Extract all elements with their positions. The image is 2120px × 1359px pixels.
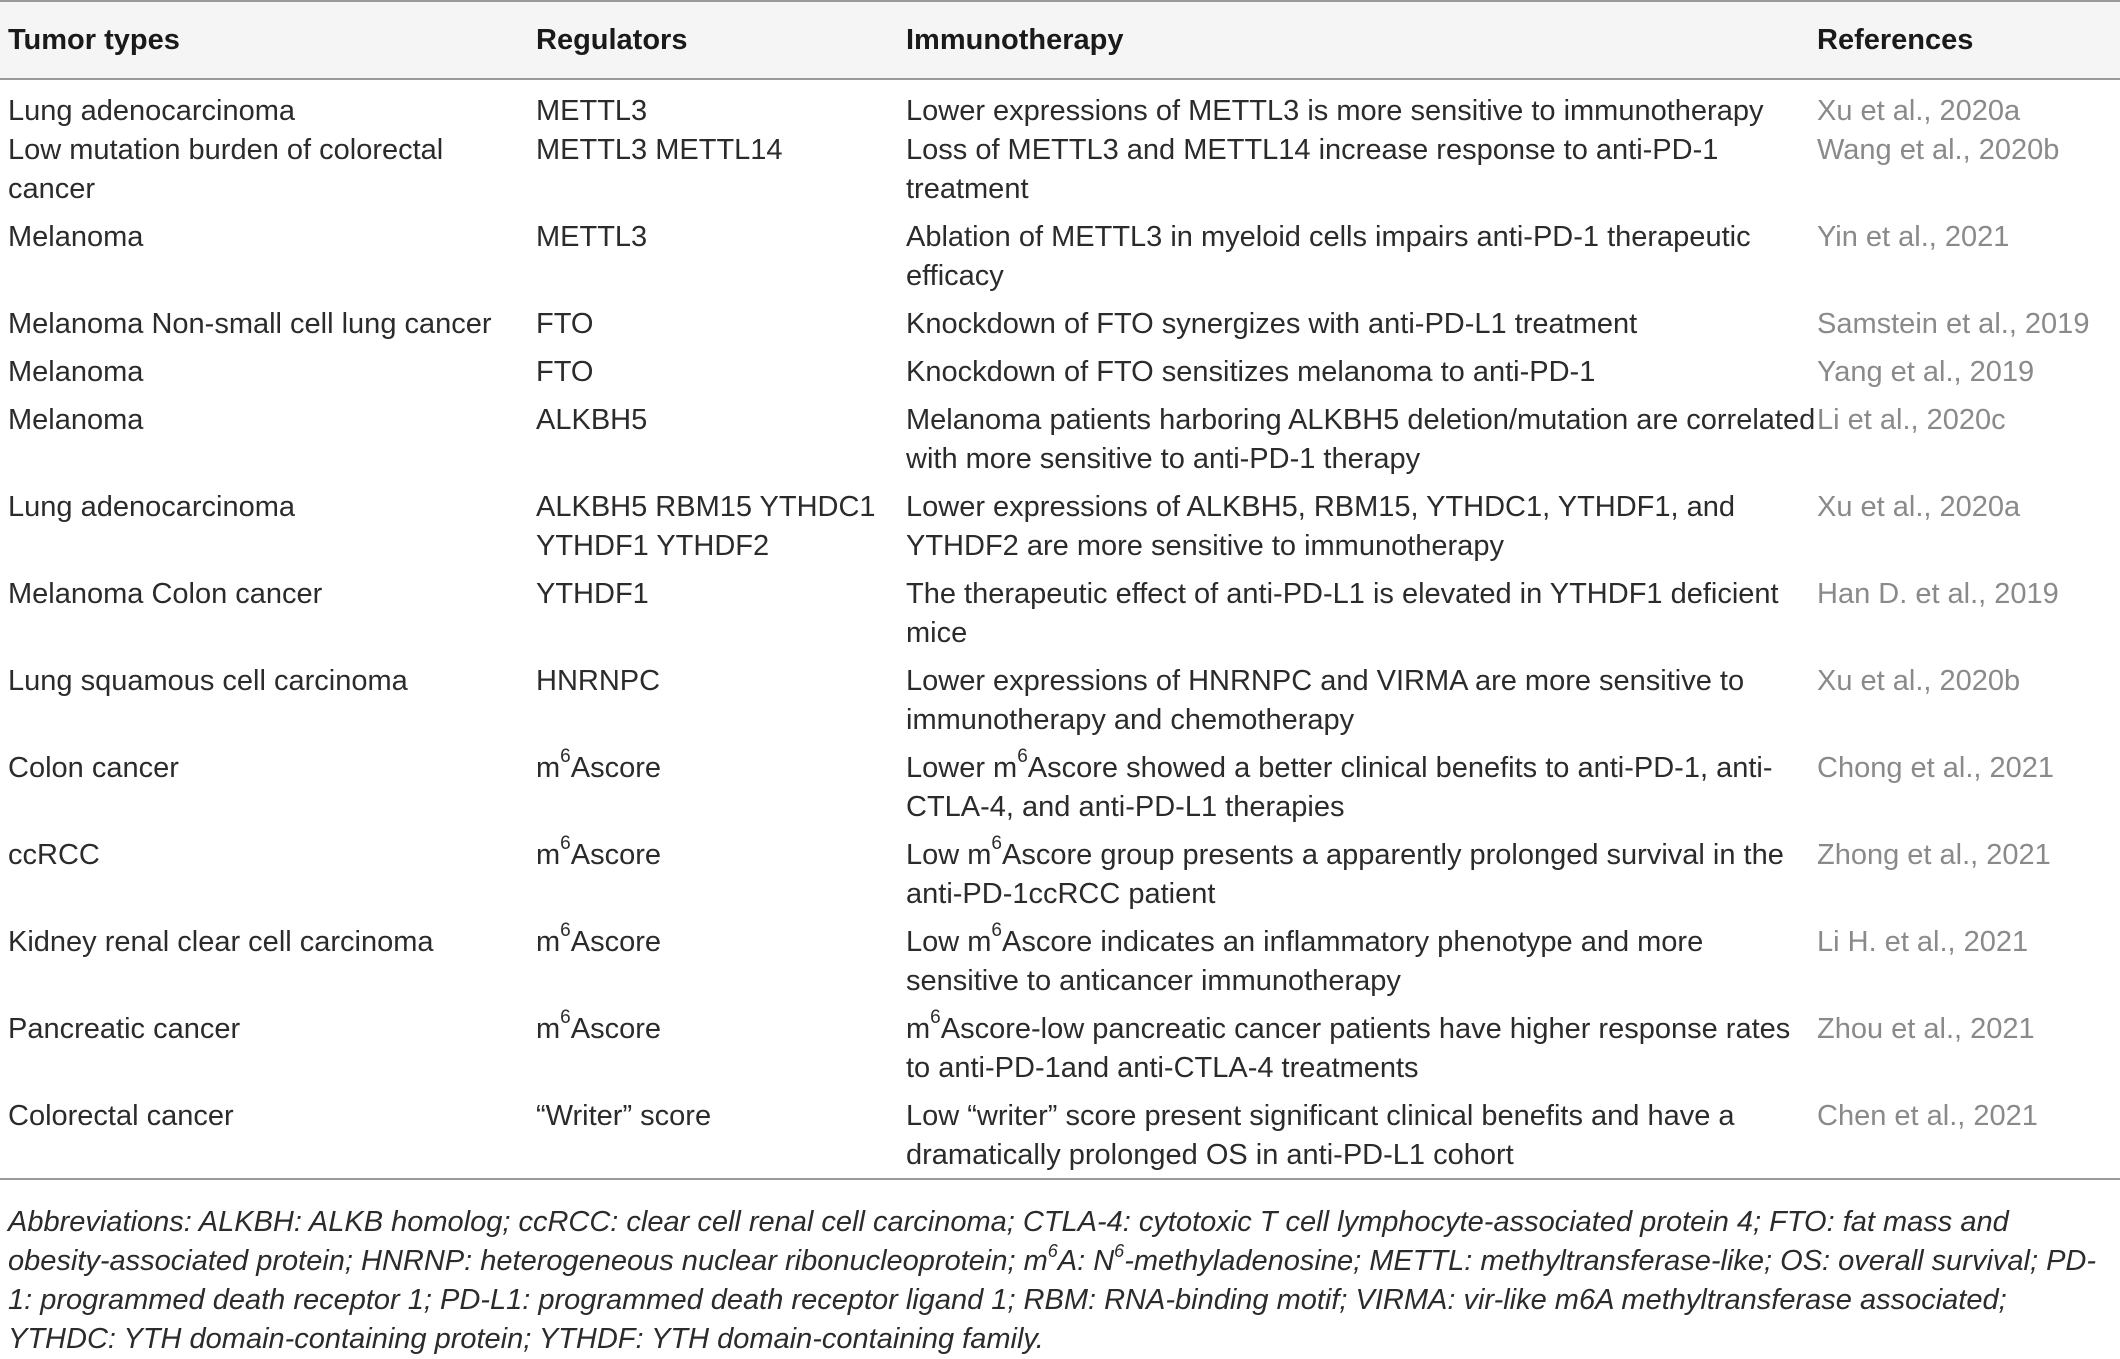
regulators-cell: ALKBH5 RBM15 YTHDC1 YTHDF1 YTHDF2: [536, 491, 876, 562]
tumor-cell: Low mutation burden of colorectal cancer: [8, 134, 444, 205]
table-row: [0, 218, 2120, 305]
reference-link[interactable]: Xu et al., 2020a: [1817, 491, 2021, 523]
header-immunotherapy: Immunotherapy: [898, 1, 1817, 79]
regulators-suffix: Ascore: [570, 1013, 662, 1045]
reference-link[interactable]: Han D. et al., 2019: [1817, 578, 2059, 610]
table-row: [0, 836, 2120, 923]
regulators-cell: FTO: [536, 356, 594, 388]
reference-link[interactable]: Chen et al., 2021: [1817, 1097, 2120, 1179]
regulators-prefix: m: [536, 926, 561, 958]
table-row: [0, 488, 2120, 575]
reference-link[interactable]: Samstein et al., 2019: [1817, 308, 2090, 340]
superscript: 6: [560, 1007, 571, 1029]
immunotherapy-prefix: m: [906, 1013, 931, 1045]
table-row: [0, 305, 2120, 353]
regulators-cell: ALKBH5: [536, 404, 648, 436]
immunotherapy-cell: The therapeutic effect of anti-PD-L1 is elevated in YTHDF1 deficient mice: [906, 578, 1779, 649]
abbreviations-footnote: [8, 1203, 2116, 1359]
immunotherapy-cell: Knockdown of FTO synergizes with anti-PD-L1 treatment: [906, 308, 1638, 340]
immunotherapy-suffix: Ascore showed a better clinical benefits to anti-PD-1, anti-CTLA-4, and anti-PD-L1 therapies: [906, 752, 1773, 823]
immunotherapy-cell: Lower expressions of HNRNPC and VIRMA are more sensitive to immunotherapy and chemotherapy: [906, 665, 1745, 736]
reference-link[interactable]: Li et al., 2020c: [1817, 404, 2006, 436]
superscript: 6: [560, 920, 571, 942]
regulators-prefix: m: [536, 1013, 561, 1045]
superscript: 6: [991, 920, 1002, 942]
reference-link[interactable]: Yin et al., 2021: [1817, 221, 2010, 253]
regulators-cell: METTL3: [536, 221, 648, 253]
immunotherapy-prefix: Low m: [906, 926, 992, 958]
tumor-cell: Melanoma: [8, 221, 144, 253]
header-references: References: [1817, 1, 2120, 79]
tumor-cell: ccRCC: [8, 839, 100, 871]
immunotherapy-suffix: Ascore group presents a apparently prolonged survival in the anti-PD-1ccRCC patient: [906, 839, 1784, 910]
regulators-cell: [528, 746, 898, 836]
superscript: 6: [930, 1007, 941, 1029]
header-tumor-types: Tumor types: [0, 1, 528, 79]
table-row: [0, 1010, 2120, 1097]
footnote-text: -methyladenosine; METTL: methyltransferase-like; OS: overall survival; PD-1: programmed death receptor 1; PD-L1: programmed death receptor ligand 1; RBM: RNA-binding motif; VIRMA: vir-like m6A methyltransferase associated; YTHDC: YTH domain-containing protein; YTHDF: YTH domain-containing family.: [8, 1245, 2097, 1355]
header-regulators: Regulators: [528, 1, 898, 79]
reference-link[interactable]: Chong et al., 2021: [1817, 752, 2055, 784]
immunotherapy-cell: [898, 1007, 1817, 1097]
table-row: [0, 749, 2120, 836]
immunotherapy-cell: Ablation of METTL3 in myeloid cells impairs anti-PD-1 therapeutic efficacy: [906, 221, 1751, 292]
regulators-prefix: m: [536, 752, 561, 784]
regulators-cell: [528, 833, 898, 923]
immunotherapy-cell: [898, 746, 1817, 836]
immunotherapy-suffix: Ascore-low pancreatic cancer patients have higher response rates to anti-PD-1and anti-CTLA-4 treatments: [906, 1013, 1791, 1084]
immunotherapy-prefix: Low m: [906, 839, 992, 871]
table-row: [0, 575, 2120, 662]
reference-link[interactable]: Zhou et al., 2021: [1817, 1013, 2035, 1045]
regulators-cell: [528, 920, 898, 1010]
table-row: [0, 353, 2120, 401]
superscript: 6: [560, 746, 571, 768]
reference-link[interactable]: Xu et al., 2020b: [1817, 665, 2021, 697]
table-row: [0, 131, 2120, 218]
immunotherapy-cell: Knockdown of FTO sensitizes melanoma to anti-PD-1: [906, 356, 1596, 388]
table-header-row: [0, 1, 2120, 79]
superscript: 6: [1047, 1241, 1058, 1262]
immunotherapy-prefix: Lower m: [906, 752, 1018, 784]
table-row: [0, 923, 2120, 1010]
tumor-cell: Colon cancer: [8, 752, 179, 784]
tumor-cell: Kidney renal clear cell carcinoma: [8, 926, 434, 958]
regulators-cell: “Writer” score: [528, 1097, 898, 1179]
footnote-text: A: N: [1057, 1245, 1115, 1277]
tumor-cell: Melanoma: [8, 404, 144, 436]
reference-link[interactable]: Wang et al., 2020b: [1817, 134, 2060, 166]
table-row: [0, 79, 2120, 131]
table-row: [0, 662, 2120, 749]
tumor-cell: Lung squamous cell carcinoma: [8, 665, 408, 697]
immunotherapy-cell: Lower expressions of ALKBH5, RBM15, YTHDC1, YTHDF1, and YTHDF2 are more sensitive to immunotherapy: [906, 491, 1736, 562]
reference-link[interactable]: Zhong et al., 2021: [1817, 839, 2051, 871]
superscript: 6: [1017, 746, 1028, 768]
regulators-suffix: Ascore: [570, 839, 662, 871]
regulators-cell: METTL3: [536, 95, 648, 127]
regulators-suffix: Ascore: [570, 752, 662, 784]
reference-link[interactable]: Li H. et al., 2021: [1817, 926, 2029, 958]
reference-link[interactable]: Yang et al., 2019: [1817, 356, 2035, 388]
table-row: [0, 401, 2120, 488]
tumor-cell: Pancreatic cancer: [8, 1013, 241, 1045]
regulators-cell: FTO: [536, 308, 594, 340]
regulators-suffix: Ascore: [570, 926, 662, 958]
immunotherapy-cell: Loss of METTL3 and METTL14 increase response to anti-PD-1 treatment: [906, 134, 1719, 205]
table-row: [0, 1097, 2120, 1179]
immunotherapy-cell: Lower expressions of METTL3 is more sensitive to immunotherapy: [906, 95, 1764, 127]
superscript: 6: [560, 833, 571, 855]
tumor-cell: Lung adenocarcinoma: [8, 491, 295, 523]
immunotherapy-cell: [898, 920, 1817, 1010]
superscript: 6: [1114, 1241, 1125, 1262]
regulators-cell: YTHDF1: [536, 578, 649, 610]
reference-link[interactable]: Xu et al., 2020a: [1817, 95, 2021, 127]
tumor-cell: Melanoma Colon cancer: [8, 578, 323, 610]
superscript: 6: [991, 833, 1002, 855]
immunotherapy-cell: [898, 833, 1817, 923]
immunotherapy-cell: Melanoma patients harboring ALKBH5 deletion/mutation are correlated with more sensitive to anti-PD-1 therapy: [906, 404, 1816, 475]
regulators-cell: [528, 1007, 898, 1097]
tumor-cell: Lung adenocarcinoma: [8, 95, 295, 127]
footnote-text: Abbreviations: ALKBH: ALKB homolog; ccRCC: clear cell renal cell carcinoma; CTLA-4: cytotoxic T cell lymphocyte-associated protein 4; FTO: fat mass and obesity-associated protein; HNRNP: heterogeneous nuclear ribonucleoprotein; m: [8, 1206, 2009, 1277]
immunotherapy-suffix: Ascore indicates an inflammatory phenotype and more sensitive to anticancer immunotherapy: [906, 926, 1704, 997]
regulators-cell: METTL3 METTL14: [536, 134, 783, 166]
tumor-cell: Melanoma Non-small cell lung cancer: [8, 308, 492, 340]
regulators-prefix: m: [536, 839, 561, 871]
tumor-cell: Melanoma: [8, 356, 144, 388]
regulators-cell: HNRNPC: [536, 665, 661, 697]
immunotherapy-cell: Low “writer” score present significant clinical benefits and have a dramatically prolonged OS in anti-PD-L1 cohort: [898, 1097, 1817, 1179]
tumor-cell: Colorectal cancer: [0, 1097, 528, 1179]
